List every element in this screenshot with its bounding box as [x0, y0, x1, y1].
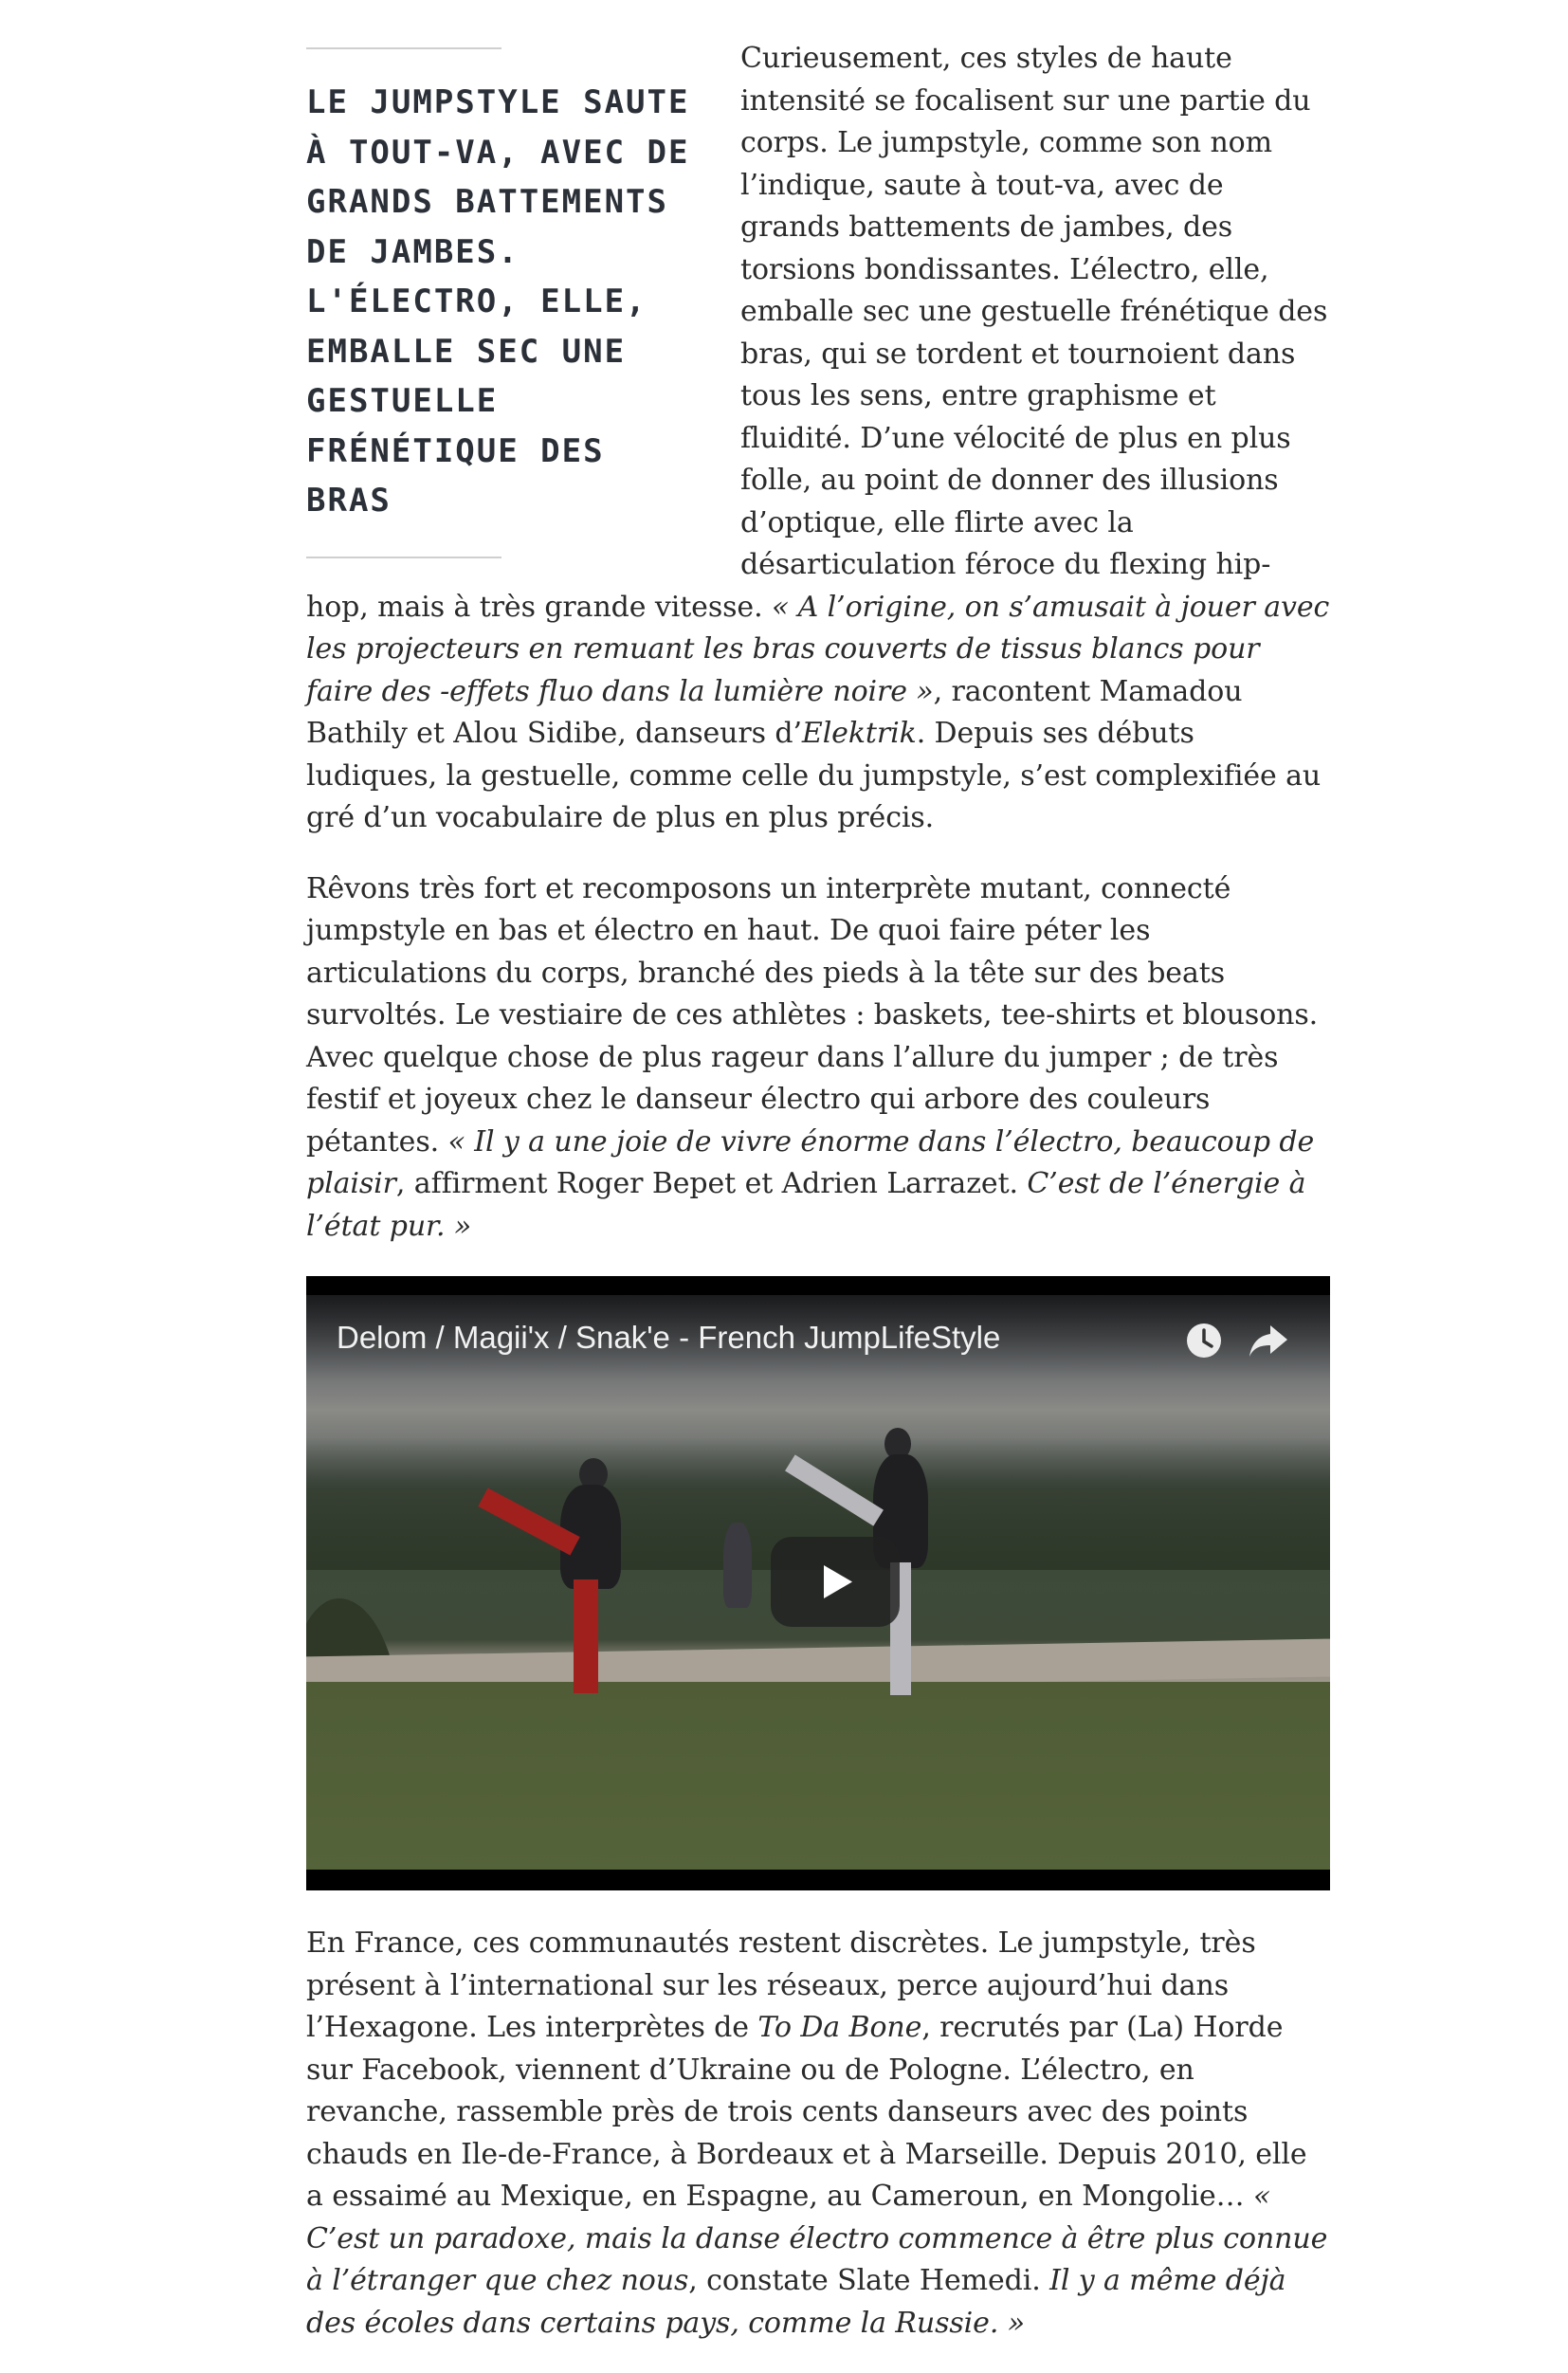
clock-icon[interactable]: [1185, 1322, 1223, 1360]
paragraph-1-text-a: Curieusement, ces styles de haute intensité se focalisent sur une partie du corps. Le jumpstyle, comme son nom l’indique, saute à tout-va, avec de grands battements de jambes, des torsions bondissantes. L’électro, elle, emballe sec une gestuelle frénétique des bras, qui se tordent et tournoient dans tous les sens, entre graphisme et fluidité. D’une vélocité de plus en plus folle, au point de donner des illusions d’optique, elle flirte avec la désarticulation féroce du flexing hip-hop, mais à très grande vitesse.: [306, 42, 1328, 624]
quote-bepet-larrazet-b: C’est de l’énergie à l’état pur. »: [306, 1167, 1306, 1243]
pull-quote-text: LE JUMPSTYLE SAUTE À TOUT-VA, AVEC DE GRANDS BATTEMENTS DE JAMBES. L'ÉLECTRO, ELLE, EMBALLE SEC UNE GESTUELLE FRÉNÉTIQUE DES BRAS: [306, 83, 690, 520]
paragraph-3: [306, 1923, 1330, 2345]
paragraph-1-text-b: , racontent Mamadou Bathily et Alou Sidibe, danseurs d’: [306, 674, 1243, 750]
bystander: [723, 1523, 752, 1608]
video-title[interactable]: Delom / Magii'x / Snak'e - French JumpLifeStyle: [337, 1320, 1001, 1355]
paragraph-2-text-a: Rêvons très fort et recomposons un interprète mutant, connecté jumpstyle en bas et électro en haut. De quoi faire péter les articulations du corps, branché des pieds à la tête sur des beats survoltés. Le vestiaire de ces athlètes : baskets, tee-shirts et blousons. Avec quelque chose de plus rageur dans l’allure du jumper ; de très festif et joyeux chez le danseur électro qui arbore des couleurs pétantes.: [306, 871, 1319, 1159]
play-icon: [771, 1537, 900, 1627]
pull-quote-top-rule: [306, 47, 501, 49]
play-button[interactable]: [771, 1537, 900, 1627]
paragraph-2-text-b: , affirment Roger Bepet et Adrien Larrazet.: [395, 1167, 1028, 1200]
article: [306, 38, 1330, 2373]
pull-quote-bottom-rule: [306, 557, 501, 558]
quote-bepet-larrazet-a: « Il y a une joie de vivre énorme dans l’électro, beaucoup de plaisir: [306, 1124, 1315, 1200]
paragraph-1-text-c: . Depuis ses débuts ludiques, la gestuelle, comme celle du jumpstyle, s’est complexifiée au gré d’un vocabulaire de plus en plus précis.: [306, 717, 1322, 834]
paragraph-2: [306, 868, 1330, 1249]
paragraph-3-text-c: , constate Slate Hemedi.: [688, 2264, 1050, 2297]
video-player[interactable]: [306, 1276, 1330, 1890]
show-title-elektrik: Elektrik: [801, 717, 917, 750]
dancer-left-leg: [574, 1579, 598, 1693]
quote-bathily-sidibe: « A l’origine, on s’amusait à jouer avec les projecteurs en remuant les bras couverts de tissus blancs pour faire des -effets fluo dans la lumière noire »: [306, 590, 1330, 708]
quote-hemedi-b: Il y a même déjà des écoles dans certains pays, comme la Russie. »: [306, 2264, 1286, 2340]
quote-hemedi-a: « C’est un paradoxe, mais la danse électro commence à être plus connue à l’étranger que chez nous: [306, 2180, 1328, 2297]
share-arrow-icon[interactable]: [1248, 1323, 1289, 1360]
paragraph-3-text-b: , recrutés par (La) Horde sur Facebook, viennent d’Ukraine ou de Pologne. L’électro, en revanche, rassemble près de trois cents danseurs avec des points chauds en Ile-de-France, à Bordeaux et à Marseille. Depuis 2010, elle a essaimé au Mexique, en Espagne, au Cameroun, en Mongolie…: [306, 2011, 1307, 2213]
show-title-to-da-bone: To Da Bone: [757, 2011, 922, 2044]
paragraph-1: [306, 38, 1330, 840]
pull-quote: [306, 47, 704, 558]
paragraph-3-text-a: En France, ces communautés restent discrètes. Le jumpstyle, très présent à l’international sur les réseaux, perce aujourd’hui dans l’Hexagone. Les interprètes de: [306, 1926, 1256, 2044]
